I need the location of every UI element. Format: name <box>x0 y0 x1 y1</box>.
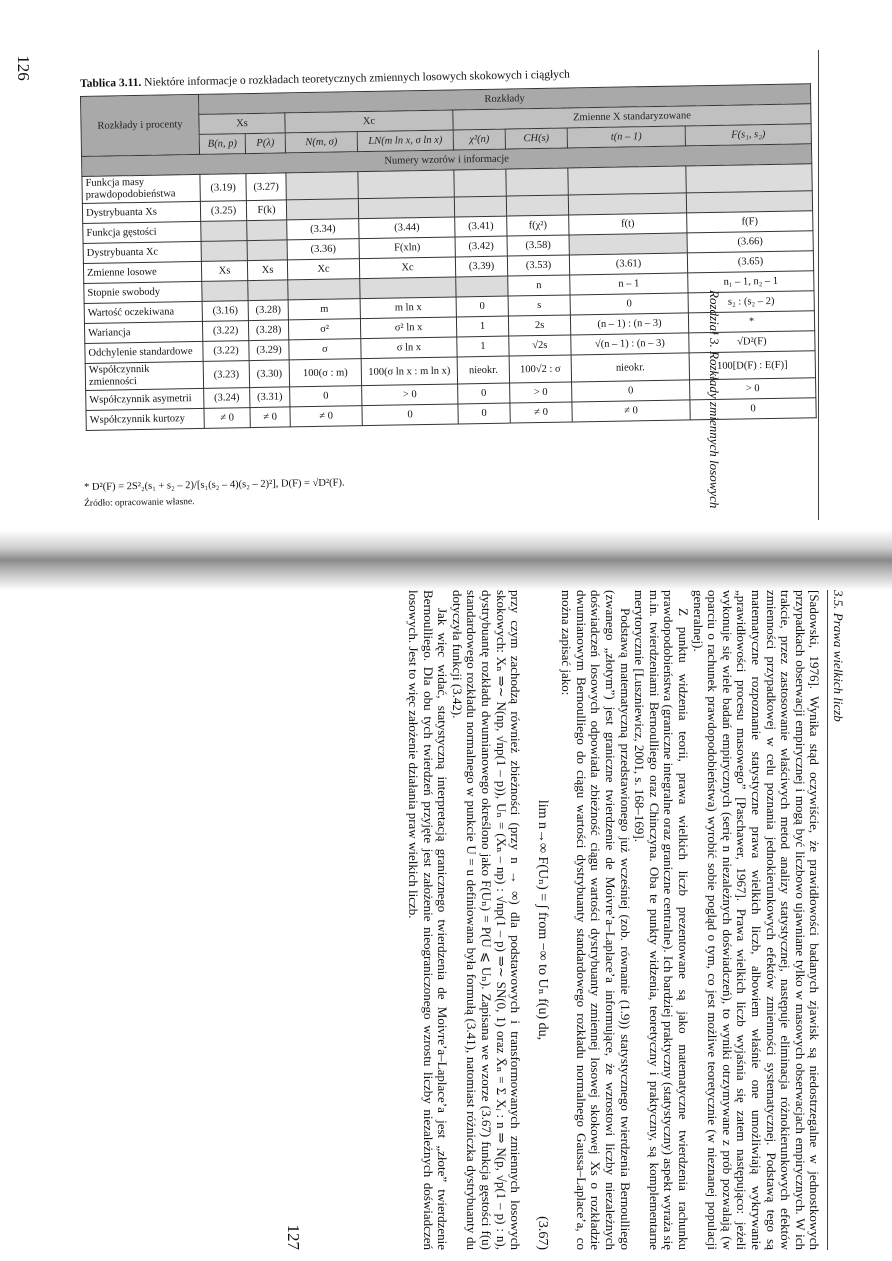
table-caption-label: Tablica 3.11. <box>80 76 142 90</box>
table-cell: n – 1 <box>570 273 688 295</box>
table-cell: 1 <box>457 336 509 357</box>
table-cell: f(F) <box>687 211 813 233</box>
table-cell: 0 <box>570 293 688 315</box>
subhead-5: CH(s) <box>505 128 567 149</box>
table-cell: Xc <box>287 259 359 280</box>
row-label: Współczynnik asymetrii <box>86 388 204 410</box>
table-cell: m <box>288 299 360 320</box>
table-cell <box>360 277 456 299</box>
table-cell: (3.44) <box>359 217 455 239</box>
table-source: Źródło: opracowanie własne. <box>84 497 195 509</box>
table-cell <box>201 221 247 242</box>
table-cell: (3.41) <box>455 216 507 237</box>
row-label: Wariancja <box>84 321 202 343</box>
table-cell: (3.23) <box>203 361 249 389</box>
subhead-6: t(n – 1) <box>567 126 685 148</box>
table-cell <box>686 191 812 213</box>
table-cell: ≠ 0 <box>510 402 572 423</box>
paragraph-4: przy czym zachodzą również zbieżności (przy n → ∞) dla podstawowych i transformowanych zmiennych losowych skokowych: Xₙ ⇒∼ N(np, √np(1 – p)), Uₙ = (Xₙ – np) : √np(1 – p) ⇒∼ SN(0, 1) oraz X̄ₙ = Σ Xᵢ : n ⇒ N(p, √p(1 – p) : n), dystrybuantę rozkładu dwumianowego określono jako F(Uₙ) = P(U ⩽ Uₙ). Zapisana we wzorze (3.67) funkcja gęstości f(u) standardowego rozkładu normalnego w punkcie U = u definiowana była formułą (3.41), natomiast różniczka dystrybuanty du dotyczyła funkcji (3.42). <box>449 590 524 1250</box>
row-label: Dystrybuanta Xs <box>82 201 200 223</box>
table-cell: 1 <box>456 316 508 337</box>
table-cell: (3.16) <box>202 301 248 322</box>
table-cell <box>506 168 568 196</box>
table-cell: (3.58) <box>507 235 569 256</box>
table-cell: * <box>688 311 814 333</box>
table-cell: (3.66) <box>687 231 813 253</box>
row-label: Funkcja gęstości <box>83 221 201 243</box>
row-label: Stopnie swobody <box>84 281 202 303</box>
subhead-4: χ²(n) <box>453 129 505 150</box>
table-cell: 0 <box>572 380 690 402</box>
table-cell: > 0 <box>510 382 572 403</box>
table-cell: (3.36) <box>287 239 359 260</box>
paragraph-1: [Sadowski, 1976]. Wynika stąd oczywiście, że prawidłowości badanych zjawisk są niedostrzegalne w jednostkowych przypadkach obserwacji empirycznej i mogą być liczbowo ujawniane tylko w masowych obserwacjach empirycznych. W ich trakcie, przez zastosowanie właściwych metod analizy statystycznej, następuje eliminacja różnokierunkowych efektów zmienności przypadkowej w celu poznania jednokierunkowych efektów zmienności systematycznej. Podstawą tego są matematyczne rozpoznanie statystyczne prawa wielkich liczb, albowiem właśnie one umożliwiają wykrywanie „prawidłowości procesu masowego” [Paschawer, 1967]. Prawa wielkich liczb wyjaśnia się zatem następująco: jeżeli wykonuje się wiele badań empirycznych (serię n niezależnych doświadczeń), to wyniki otrzymywane z prób pozwalają (w oparciu o rachunek prawdopodobieństwa) wyrobić sobie pogląd o tym, co jest możliwe teoretycznie (w nieznanej populacji generalnej). <box>690 590 823 1250</box>
equation-3-67 <box>534 590 549 1250</box>
subhead-0: B(n, p) <box>199 134 245 155</box>
paragraph-5: Jak więc widać, statystyczną interpretacją granicznego twierdzenia de Moivre’a–Laplace’a jest „złote” twierdzenie Bernoulliego. Dla obu tych twierdzeń przyjęte jest założenie nieograniczonego wzrostu liczby niezależnych doświadczeń losowych. Jest to więc założenie działania praw wielkich liczb. <box>405 590 451 1250</box>
row-label: Wartość oczekiwana <box>84 301 202 323</box>
table-cell: f(χ²) <box>507 215 569 236</box>
table-cell <box>358 197 454 219</box>
table-cell: 0 <box>456 296 508 317</box>
table-cell <box>247 220 287 241</box>
table-cell: (3.28) <box>248 320 288 341</box>
header-zmienne-stand: Zmienne X standaryzowane <box>453 104 811 130</box>
row-label: Funkcja masy prawdopodobieństwa <box>82 174 200 203</box>
table-cell: σ <box>289 339 361 360</box>
table-cell: 0 <box>458 403 510 424</box>
table-cell <box>686 164 812 193</box>
header-rozklady: Rozkłady <box>198 84 810 115</box>
table-cell: n <box>508 275 570 296</box>
table-footnote: * D²(F) = 2S²₂(s₁ + s₂ – 2)/[s₁(s₂ – 4)(s₂ – 2)²], D(F) = √D²(F). <box>84 477 345 493</box>
table-body <box>82 164 816 431</box>
table-cell: √(n – 1) : (n – 3) <box>571 333 689 355</box>
table-cell: 100(σ : m) <box>289 359 361 387</box>
table-cell: F(k) <box>246 200 286 221</box>
running-head-rule <box>818 50 819 520</box>
table-cell <box>454 169 506 197</box>
subhead-3: LN(m ln x, σ ln x) <box>357 130 453 152</box>
row-label: Dystrybuanta Xc <box>83 241 201 263</box>
table-cell: (3.25) <box>200 201 246 222</box>
table-cell: σ² <box>288 319 360 340</box>
distribution-table <box>80 83 817 431</box>
table-cell: (3.22) <box>203 341 249 362</box>
table-cell: (3.42) <box>455 236 507 257</box>
row-label: Współczynnik zmienności <box>85 361 203 390</box>
table-cell <box>248 280 288 301</box>
page-number-left: 126 <box>13 55 33 81</box>
table-cell <box>201 241 247 262</box>
table-cell: f(t) <box>569 213 687 235</box>
table-cell: n₁ – 1, n₂ – 1 <box>688 271 814 293</box>
table-cell <box>358 170 454 199</box>
table-cell: (3.24) <box>204 388 250 409</box>
table-cell: > 0 <box>362 384 458 406</box>
table-cell: ≠ 0 <box>250 407 290 428</box>
table-cell <box>454 196 506 217</box>
table-cell: (3.39) <box>455 256 507 277</box>
table-cell: 0 <box>458 383 510 404</box>
header-xs: Xs <box>199 113 285 134</box>
subhead-2: N(m, σ) <box>285 132 357 153</box>
table-cell: ≠ 0 <box>204 408 250 429</box>
table-cell <box>202 281 248 302</box>
table-cell: 0 <box>690 398 816 420</box>
table-cell <box>568 166 686 195</box>
table-caption <box>80 69 570 90</box>
table-cell: σ ln x <box>361 337 457 359</box>
table-cell: (3.29) <box>249 340 289 361</box>
table-cell: Xs <box>247 260 287 281</box>
table-cell: (3.65) <box>687 251 813 273</box>
table-caption-text: Niektóre informacje o rozkładach teoretycznych zmiennych losowych skokowych i ciągłych <box>144 68 570 89</box>
page-number-right: 127 <box>283 1224 303 1250</box>
header-xc: Xc <box>285 110 453 133</box>
table-cell: Xs <box>201 261 247 282</box>
subhead-7: F(s₁, s₂) <box>685 124 811 146</box>
table-cell: 0 <box>362 404 458 426</box>
table-cell <box>456 276 508 297</box>
table-cell <box>568 193 686 215</box>
table-cell: (3.31) <box>250 387 290 408</box>
row-label: Współczynnik kurtozy <box>86 408 204 430</box>
table-cell: √2s <box>509 335 571 356</box>
table-cell: 2s <box>508 315 570 336</box>
table-cell: (3.27) <box>246 173 286 201</box>
table-cell: (3.30) <box>249 360 289 388</box>
table-cell: m ln x <box>360 297 456 319</box>
running-head-right <box>827 590 845 1250</box>
table-cell: nieokr. <box>457 356 509 384</box>
table-cell: 100(σ ln x : m ln x) <box>361 357 457 386</box>
table-cell <box>569 233 687 255</box>
header-numery: Numery wzorów i informacje <box>82 144 812 177</box>
table-cell: (3.53) <box>507 255 569 276</box>
right-page <box>285 590 845 1250</box>
table-cell <box>286 199 358 220</box>
table-cell: (3.22) <box>202 321 248 342</box>
equation-body: lim n→∞ F(Uₙ) = ∫ from −∞ to Uₙ f(u) du, <box>534 799 550 1041</box>
table-cell: σ² ln x <box>360 317 456 339</box>
table-cell <box>288 279 360 300</box>
table-cell: ≠ 0 <box>290 406 362 427</box>
book-gutter-shadow <box>0 530 892 590</box>
table-cell: (3.19) <box>200 174 246 202</box>
table-cell: s₂ : (s₂ – 2) <box>688 291 814 313</box>
table-cell: (3.28) <box>248 300 288 321</box>
table-cell: > 0 <box>690 378 816 400</box>
table-cell: F(xln) <box>359 237 455 259</box>
table-cell <box>286 172 358 200</box>
row-label: Odchylenie standardowe <box>85 341 203 363</box>
table-cell <box>506 195 568 216</box>
row-label: Zmienne losowe <box>83 261 201 283</box>
table-cell: 100√2 : σ <box>509 355 571 383</box>
table-cell: Xc <box>359 257 455 279</box>
table-cell: (3.34) <box>287 219 359 240</box>
table-cell: 100[D(F) : E(F)] <box>689 351 815 380</box>
subhead-1: P(λ) <box>245 133 285 154</box>
running-head-right-text: 3.5. Prawa wielkich liczb <box>831 590 846 722</box>
running-head-left: Rozdział 3. Rozkłady zmiennych losowych <box>707 290 722 509</box>
table-cell: (n – 1) : (n – 3) <box>570 313 688 335</box>
header-corner: Rozkłady i procenty <box>81 94 200 156</box>
paragraph-3: Podstawą matematyczną przedstawionego już wcześniej (zob. równanie (1.9)) statystycznego twierdzenia Bernoulliego (zwanego „złotym”) jest graniczne twierdzenie de Moivre’a–Laplace’a informujące, że wzrostowi liczby niezależnych doświadczeń losowych odpowiada zbieżność ciągu wartości dystrybuanty zmiennej losowej skokowej Xs o rozkładzie dwumianowym Bernoulliego do ciągu wartości dystrybuanty standardowego rozkładu normalnego Gaussa–Laplace’a, co można zapisać jako: <box>559 590 633 1250</box>
table-cell: √D²(F) <box>689 331 815 353</box>
table-cell: s <box>508 295 570 316</box>
equation-number: (3.67) <box>534 1216 550 1250</box>
table-cell: nieokr. <box>571 353 689 382</box>
paragraph-2: Z punktu widzenia teorii, prawa wielkich liczb prezentowane są jako matematyczne twierdzenia rachunku prawdopodobieństwa (graniczne integralne oraz graniczne centralne). Ich bardziej praktyczny (statystyczny) aspekt wyraża się m.in. twierdzeniami Bernoulliego oraz Chinczyna. Oba te punkty widzenia, teoretyczny i praktyczny, są komplementarne merytorycznie [Luszniewicz, 2001, s. 168–169]. <box>632 590 692 1250</box>
table-cell <box>247 240 287 261</box>
table-cell: (3.61) <box>569 253 687 275</box>
table-cell: 0 <box>290 386 362 407</box>
table-cell: ≠ 0 <box>572 400 690 422</box>
